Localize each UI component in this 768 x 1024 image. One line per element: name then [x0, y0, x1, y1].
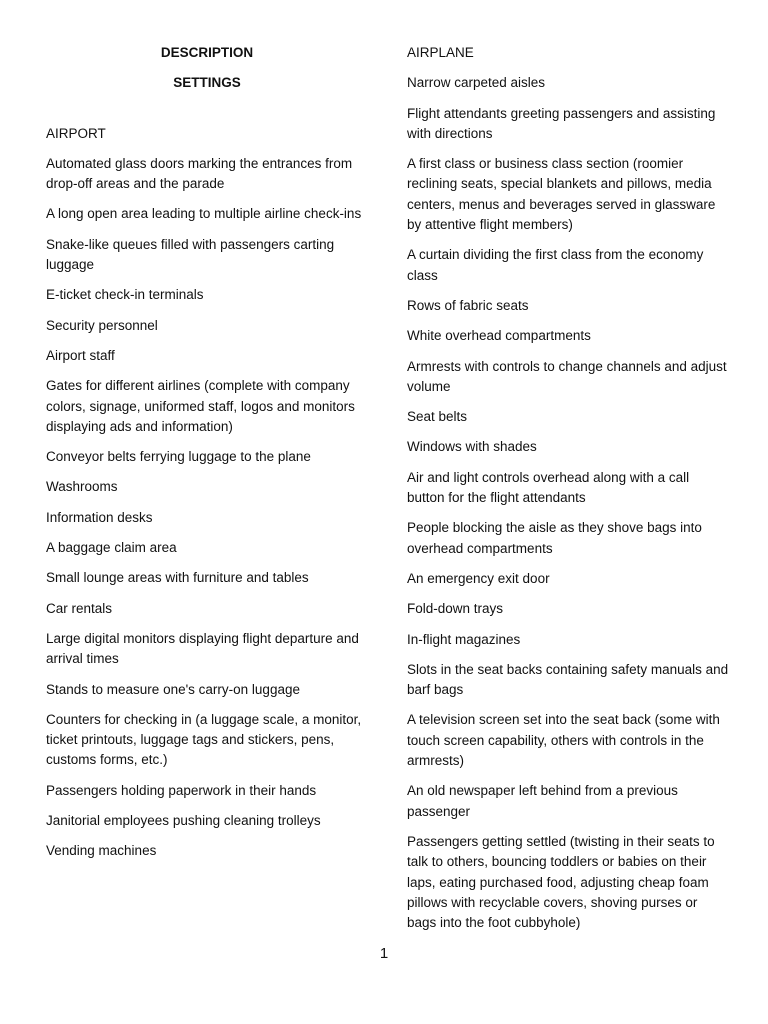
list-item: An emergency exit door [407, 570, 550, 586]
list-item: Information desks [46, 509, 153, 525]
list-item: Janitorial employees pushing cleaning trolleys [46, 813, 321, 829]
list-item: Automated glass doors marking the entrances from drop-off areas and the parade [46, 155, 353, 192]
list-item: In-flight magazines [407, 631, 521, 647]
list-item: Passengers getting settled (twisting in their seats to talk to others, bouncing toddlers or babies on their laps, eating purchased food, adjusting cheap foam pillows with recyclable covers, shoving purses or bags into the foot cubbyhole) [407, 833, 715, 931]
airport-list [46, 154, 368, 862]
list-item: Conveyor belts ferrying luggage to the plane [46, 449, 311, 465]
left-column [46, 43, 368, 872]
list-item: Airport staff [46, 347, 115, 363]
list-item: Vending machines [46, 843, 157, 859]
list-item: Small lounge areas with furniture and tables [46, 570, 309, 586]
list-item: A television screen set into the seat back (some with touch screen capability, others with controls in the armrests) [407, 712, 720, 769]
list-item: A curtain dividing the first class from the economy class [407, 247, 704, 283]
list-item: A long open area leading to multiple airline check-ins [46, 206, 362, 222]
list-item: Passengers holding paperwork in their hands [46, 782, 317, 798]
list-item: A baggage claim area [46, 540, 177, 556]
list-item: Rows of fabric seats [407, 297, 529, 313]
list-item: People blocking the aisle as they shove bags into overhead compartments [407, 520, 702, 556]
list-item: A first class or business class section (roomier reclining seats, special blankets and pillows, media centers, menus and beverages served in glassware by attentive flight members) [407, 156, 716, 233]
page-number: 1 [379, 945, 389, 962]
airport-section-label: AIRPORT [46, 125, 106, 141]
airplane-list [407, 73, 729, 933]
list-item: Washrooms [46, 479, 118, 495]
list-item: Seat belts [407, 409, 468, 425]
settings-heading: SETTINGS [173, 75, 241, 91]
list-item: Large digital monitors displaying flight departure and arrival times [46, 630, 359, 667]
list-item: Narrow carpeted aisles [407, 75, 546, 91]
list-item: Counters for checking in (a luggage scale, a monitor, ticket printouts, luggage tags and stickers, pens, customs forms, etc.) [46, 711, 362, 768]
list-item: Air and light controls overhead along with a call button for the flight attendants [407, 469, 690, 506]
list-item: White overhead compartments [407, 328, 591, 344]
list-item: Stands to measure one's carry-on luggage [46, 681, 300, 697]
list-item: E-ticket check-in terminals [46, 287, 204, 303]
list-item: An old newspaper left behind from a previous passenger [407, 783, 678, 819]
right-column [407, 43, 729, 943]
list-item: Armrests with controls to change channels and adjust volume [407, 358, 727, 394]
airplane-section-label: AIRPLANE [407, 45, 474, 60]
list-item: Gates for different airlines (complete with company colors, signage, uniformed staff, logos and monitors displaying ads and information) [46, 378, 355, 434]
list-item: Fold-down trays [407, 601, 504, 617]
description-heading: DESCRIPTION [160, 45, 254, 60]
list-item: Flight attendants greeting passengers and assisting with directions [407, 105, 716, 141]
list-item: Car rentals [46, 600, 113, 616]
list-item: Windows with shades [407, 439, 537, 455]
list-item: Security personnel [46, 317, 158, 333]
list-item: Snake-like queues filled with passengers carting luggage [46, 236, 335, 273]
list-item: Slots in the seat backs containing safety manuals and barf bags [407, 661, 729, 698]
